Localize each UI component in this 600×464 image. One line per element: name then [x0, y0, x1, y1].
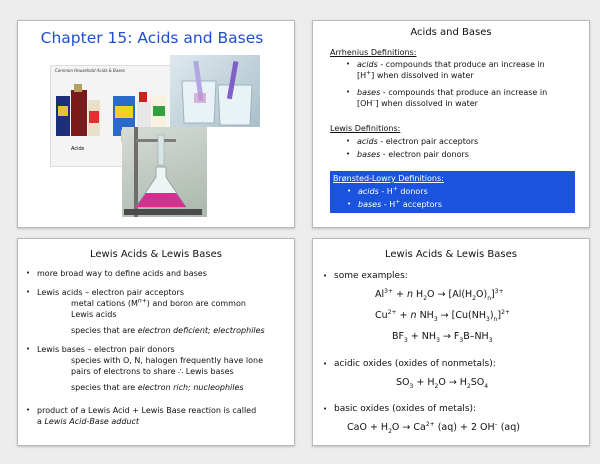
bullet-text: Lewis acids – electron pair acceptors [37, 288, 185, 297]
bullet-text: more broad way to define acids and bases [37, 269, 207, 278]
bronsted-acid-line: acids - H+ donors [358, 185, 428, 196]
photo-caption: Common Household Acids & Bases [55, 68, 125, 73]
slide-lewis-acids-bases-2[interactable] [312, 238, 590, 446]
flask-photo [122, 127, 207, 217]
sub-text: Lewis acids [71, 310, 117, 319]
slide-acids-and-bases[interactable] [312, 20, 590, 228]
slide-title: Chapter 15: Acids and Bases [40, 29, 264, 47]
bullet-icon: • [347, 200, 352, 208]
sub-text: pairs of electrons to share ∴ Lewis bases [71, 367, 234, 376]
equation-calcium-oxide: CaO + $H_2O \to Ca^{2+}$ (aq) + 2 OH– (aq) [347, 420, 520, 435]
bullet-icon: • [346, 137, 351, 145]
bullet-icon: • [347, 187, 352, 195]
bullet-icon: • [346, 88, 351, 96]
bronsted-highlight-box [330, 171, 575, 213]
bullet-icon: • [26, 345, 31, 353]
bullet-icon: • [346, 60, 351, 68]
bullet-icon: • [26, 406, 31, 414]
bullet-text: Lewis bases – electron pair donors [37, 345, 175, 354]
bullet-icon: • [323, 272, 328, 280]
arrhenius-acid-line2: [H+] when dissolved in water [357, 69, 474, 80]
arrhenius-heading: Arrhenius Definitions: [330, 48, 417, 57]
equation-copper: $Cu^{2+} + n$ $NH_3 \to [Cu(NH_3)_n]^{2+}$ [375, 308, 510, 323]
bullet-text: a Lewis Acid-Base adduct [37, 417, 140, 426]
slide-title: Lewis Acids & Lewis Bases [384, 249, 517, 260]
litmus-beaker-photo [170, 55, 260, 127]
arrhenius-acid-line1: acids - compounds that produce an increase in [357, 60, 545, 69]
lewis-heading: Lewis Definitions: [330, 124, 401, 133]
bullet-text: acidic oxides (oxides of nonmetals): [334, 359, 496, 369]
slide-lewis-acids-bases-1[interactable] [17, 238, 295, 446]
bullet-icon: • [26, 288, 31, 296]
sub-text: metal cations $(M^{n+})$ and boron are common [71, 297, 246, 308]
slide-title: Lewis Acids & Lewis Bases [89, 249, 222, 260]
lewis-base-line: bases - electron pair donors [357, 150, 469, 159]
sub-text: species that are electron deficient; electrophiles [71, 326, 265, 335]
bullet-text: product of a Lewis Acid + Lewis Base reaction is called [37, 406, 257, 415]
bullet-icon: • [323, 360, 328, 368]
equation-sulfur-oxide: $SO_3 + H_2O \to H_2SO_4$ [396, 377, 489, 390]
sub-text: species that are electron rich; nucleophiles [71, 383, 244, 392]
lewis-acid-line: acids - electron pair acceptors [357, 137, 479, 146]
acids-label: Acids [71, 146, 85, 152]
bullet-icon: • [323, 405, 328, 413]
litmus-beaker-illustration [170, 55, 260, 127]
arrhenius-base-line2: [OH–] when dissolved in water [357, 97, 478, 108]
bullet-icon: • [346, 150, 351, 158]
bullet-text: basic oxides (oxides of metals): [334, 404, 477, 414]
arrhenius-base-line1: bases - compounds that produce an increase in [357, 88, 548, 97]
bronsted-base-line: bases - H+ acceptors [358, 198, 443, 209]
bronsted-heading: Brønsted-Lowry Definitions: [333, 174, 444, 183]
bullet-text: some examples: [334, 271, 408, 281]
equation-boron: $BF_3 + NH_3 \to F_3B-NH_3$ [392, 331, 493, 344]
sub-text: species with O, N, halogen frequently have lone [71, 356, 264, 365]
slide-chapter-title[interactable] [17, 20, 295, 228]
equation-aluminum: $Al^{3+} + n$ $H_2O \to [Al(H_2O)_n]^{3+}$ [375, 287, 504, 302]
flask-illustration [122, 127, 207, 217]
bullet-icon: • [26, 269, 31, 277]
slide-title: Acids and Bases [410, 27, 492, 38]
